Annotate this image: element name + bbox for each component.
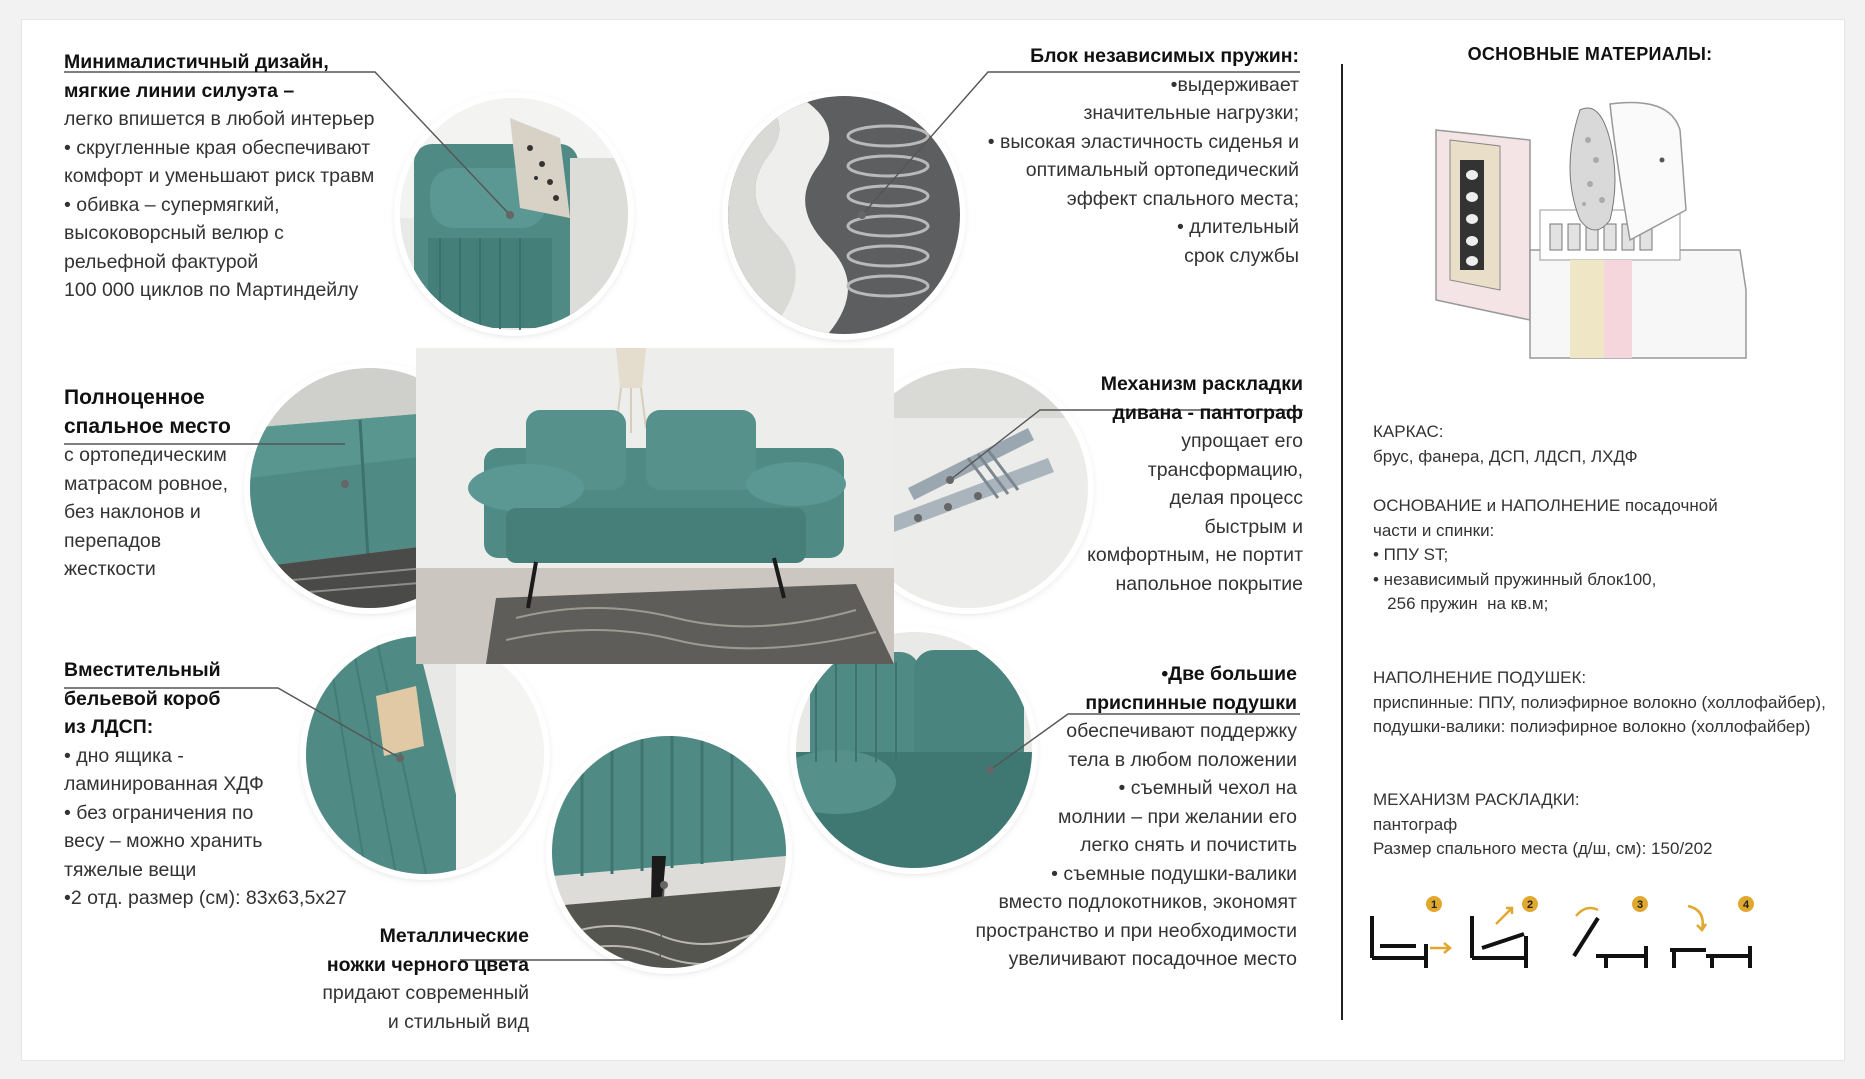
feature-design-title-1: Минималистичный дизайн, (64, 51, 329, 73)
materials-pillows-line: подушки-валики: полиэфирное волокно (холлофайбер) (1373, 717, 1811, 736)
column-divider (1341, 64, 1343, 1020)
feature-design-line: рельефной фактурой (64, 250, 259, 273)
feature-springs-line: •выдерживает (1170, 73, 1299, 96)
materials-base-line: части и спинки: (1373, 520, 1495, 540)
legs-photo (552, 736, 786, 968)
sofa-cutaway-diagram (1430, 100, 1750, 370)
feature-design-line: • скругленные края обеспечивают (64, 136, 371, 159)
feature-cushions-line: обеспечивают поддержку (1066, 720, 1297, 742)
materials-title: ОСНОВНЫЕ МАТЕРИАЛЫ: (1467, 44, 1713, 64)
feature-springs-line: эффект спального места; (1066, 187, 1299, 210)
feature-design-title-2: мягкие линии силуэта – (64, 79, 295, 102)
materials-mechanism (1373, 788, 1713, 862)
feature-mechanism-line: быстрым и (1204, 515, 1303, 538)
feature-legs-line: придают современный (322, 982, 529, 1004)
feature-cushions-line: пространство и при необходимости (975, 919, 1297, 942)
unfold-step-2 (1466, 896, 1556, 976)
materials-base-line: • независимый пружинный блок100, (1373, 569, 1657, 589)
feature-design-line: • обивка – супермягкий, (64, 193, 280, 216)
feature-storage-line: ламинированная ХДФ (64, 773, 264, 795)
feature-mechanism-line: упрощает его (1181, 430, 1303, 452)
feature-storage-title-1: Вместительный (64, 659, 221, 681)
unfold-step-4 (1666, 896, 1756, 976)
feature-springs-title: Блок независимых пружин: (1030, 45, 1299, 67)
feature-cushions-title-2: приспинные подушки (1085, 691, 1297, 714)
feature-sleeping-title-2: спальное место (64, 414, 231, 438)
feature-cushions-line: легко снять и почистить (1080, 834, 1297, 856)
feature-legs-line: и стильный вид (387, 1010, 529, 1033)
step-number: 4 (1742, 899, 1750, 911)
feature-mechanism-title-1: Механизм раскладки (1100, 373, 1303, 395)
step-number: 3 (1636, 899, 1644, 911)
sofa-main-photo (416, 348, 894, 664)
materials-frame-value: брус, фанера, ДСП, ЛДСП, ЛХДФ (1373, 446, 1638, 466)
feature-cushions-line: увеличивают посадочное место (1008, 948, 1297, 970)
feature-mechanism-title-2: дивана - пантограф (1112, 401, 1303, 424)
materials-frame-heading: КАРКАС: (1373, 422, 1444, 441)
feature-springs-line: срок службы (1184, 244, 1299, 267)
feature-sleeping-line: матрасом ровное, (64, 472, 229, 495)
feature-storage-line: весу – можно хранить (64, 830, 263, 852)
feature-springs-line: оптимальный ортопедический (1025, 159, 1299, 181)
feature-cushions-line: • съемный чехол на (1118, 777, 1297, 799)
feature-legs (322, 922, 529, 1036)
unfold-step-3 (1566, 896, 1656, 976)
feature-storage-line: тяжелые вещи (64, 858, 197, 881)
feature-design-line: легко впишется в любой интерьер (64, 108, 375, 130)
feature-sleeping-title-1: Полноценное (64, 386, 205, 409)
feature-springs-line: • длительный (1176, 216, 1299, 238)
materials-pillows (1373, 666, 1826, 740)
materials-base (1373, 494, 1718, 617)
feature-springs (988, 42, 1299, 270)
feature-sleeping-line: с ортопедическим (64, 444, 227, 466)
feature-sleeping (64, 384, 231, 584)
feature-cushions-title-1: •Две большие (1161, 663, 1297, 685)
feature-cushions (975, 660, 1297, 974)
feature-mechanism-line: делая процесс (1169, 487, 1303, 509)
feature-sleeping-line: жесткости (64, 558, 156, 580)
materials-frame (1373, 420, 1638, 469)
feature-cushions-line: • съемные подушки-валики (1051, 862, 1297, 885)
feature-storage-line: •2 отд. размер (см): 83х63,5х27 (64, 887, 347, 909)
unfold-step-1 (1366, 896, 1456, 976)
step-number: 1 (1430, 899, 1438, 911)
feature-legs-title-1: Металлические (379, 925, 529, 947)
materials-mechanism-line: пантограф (1373, 814, 1458, 834)
step-number: 2 (1526, 899, 1534, 911)
feature-storage-title-2: бельевой короб (64, 687, 221, 710)
feature-mechanism-line: комфортным, не портит (1087, 544, 1303, 566)
feature-design-line: комфорт и уменьшают риск травм (64, 165, 375, 187)
feature-sleeping-line: без наклонов и (64, 501, 201, 523)
feature-storage-title-3: из ЛДСП: (64, 716, 154, 738)
feature-design (64, 48, 374, 305)
feature-springs-line: • высокая эластичность сиденья и (987, 130, 1299, 153)
materials-base-line: • ППУ ST; (1373, 545, 1449, 564)
materials-mechanism-line: Размер спального места (д/ш, см): 150/202 (1373, 839, 1713, 858)
feature-mechanism-line: напольное покрытие (1115, 572, 1303, 595)
materials-base-heading: ОСНОВАНИЕ и НАПОЛНЕНИЕ посадочной (1373, 496, 1718, 515)
materials-pillows-heading: НАПОЛНЕНИЕ ПОДУШЕК: (1373, 668, 1587, 687)
design-photo (400, 98, 628, 330)
feature-cushions-line: вместо подлокотников, экономят (998, 891, 1297, 913)
springs-photo (728, 96, 960, 334)
feature-storage-line: • без ограничения по (64, 801, 254, 824)
materials-base-line: 256 пружин на кв.м; (1373, 594, 1549, 613)
feature-mechanism-line: трансформацию, (1147, 458, 1303, 481)
feature-cushions-line: тела в любом положении (1068, 748, 1297, 771)
feature-sleeping-line: перепадов (64, 529, 162, 552)
feature-legs-title-2: ножки черного цвета (326, 953, 529, 976)
feature-mechanism (1087, 370, 1303, 598)
feature-design-line: высоковорсный велюр с (64, 222, 284, 244)
feature-springs-line: значительные нагрузки; (1083, 102, 1299, 124)
feature-design-line: 100 000 циклов по Мартиндейлу (64, 279, 359, 301)
materials-mechanism-heading: МЕХАНИЗМ РАСКЛАДКИ: (1373, 790, 1580, 809)
feature-cushions-line: молнии – при желании его (1058, 805, 1297, 828)
materials-pillows-line: приспинные: ППУ, полиэфирное волокно (холлофайбер), (1373, 692, 1826, 712)
feature-storage (64, 656, 347, 913)
feature-storage-line: • дно ящика - (64, 744, 184, 767)
